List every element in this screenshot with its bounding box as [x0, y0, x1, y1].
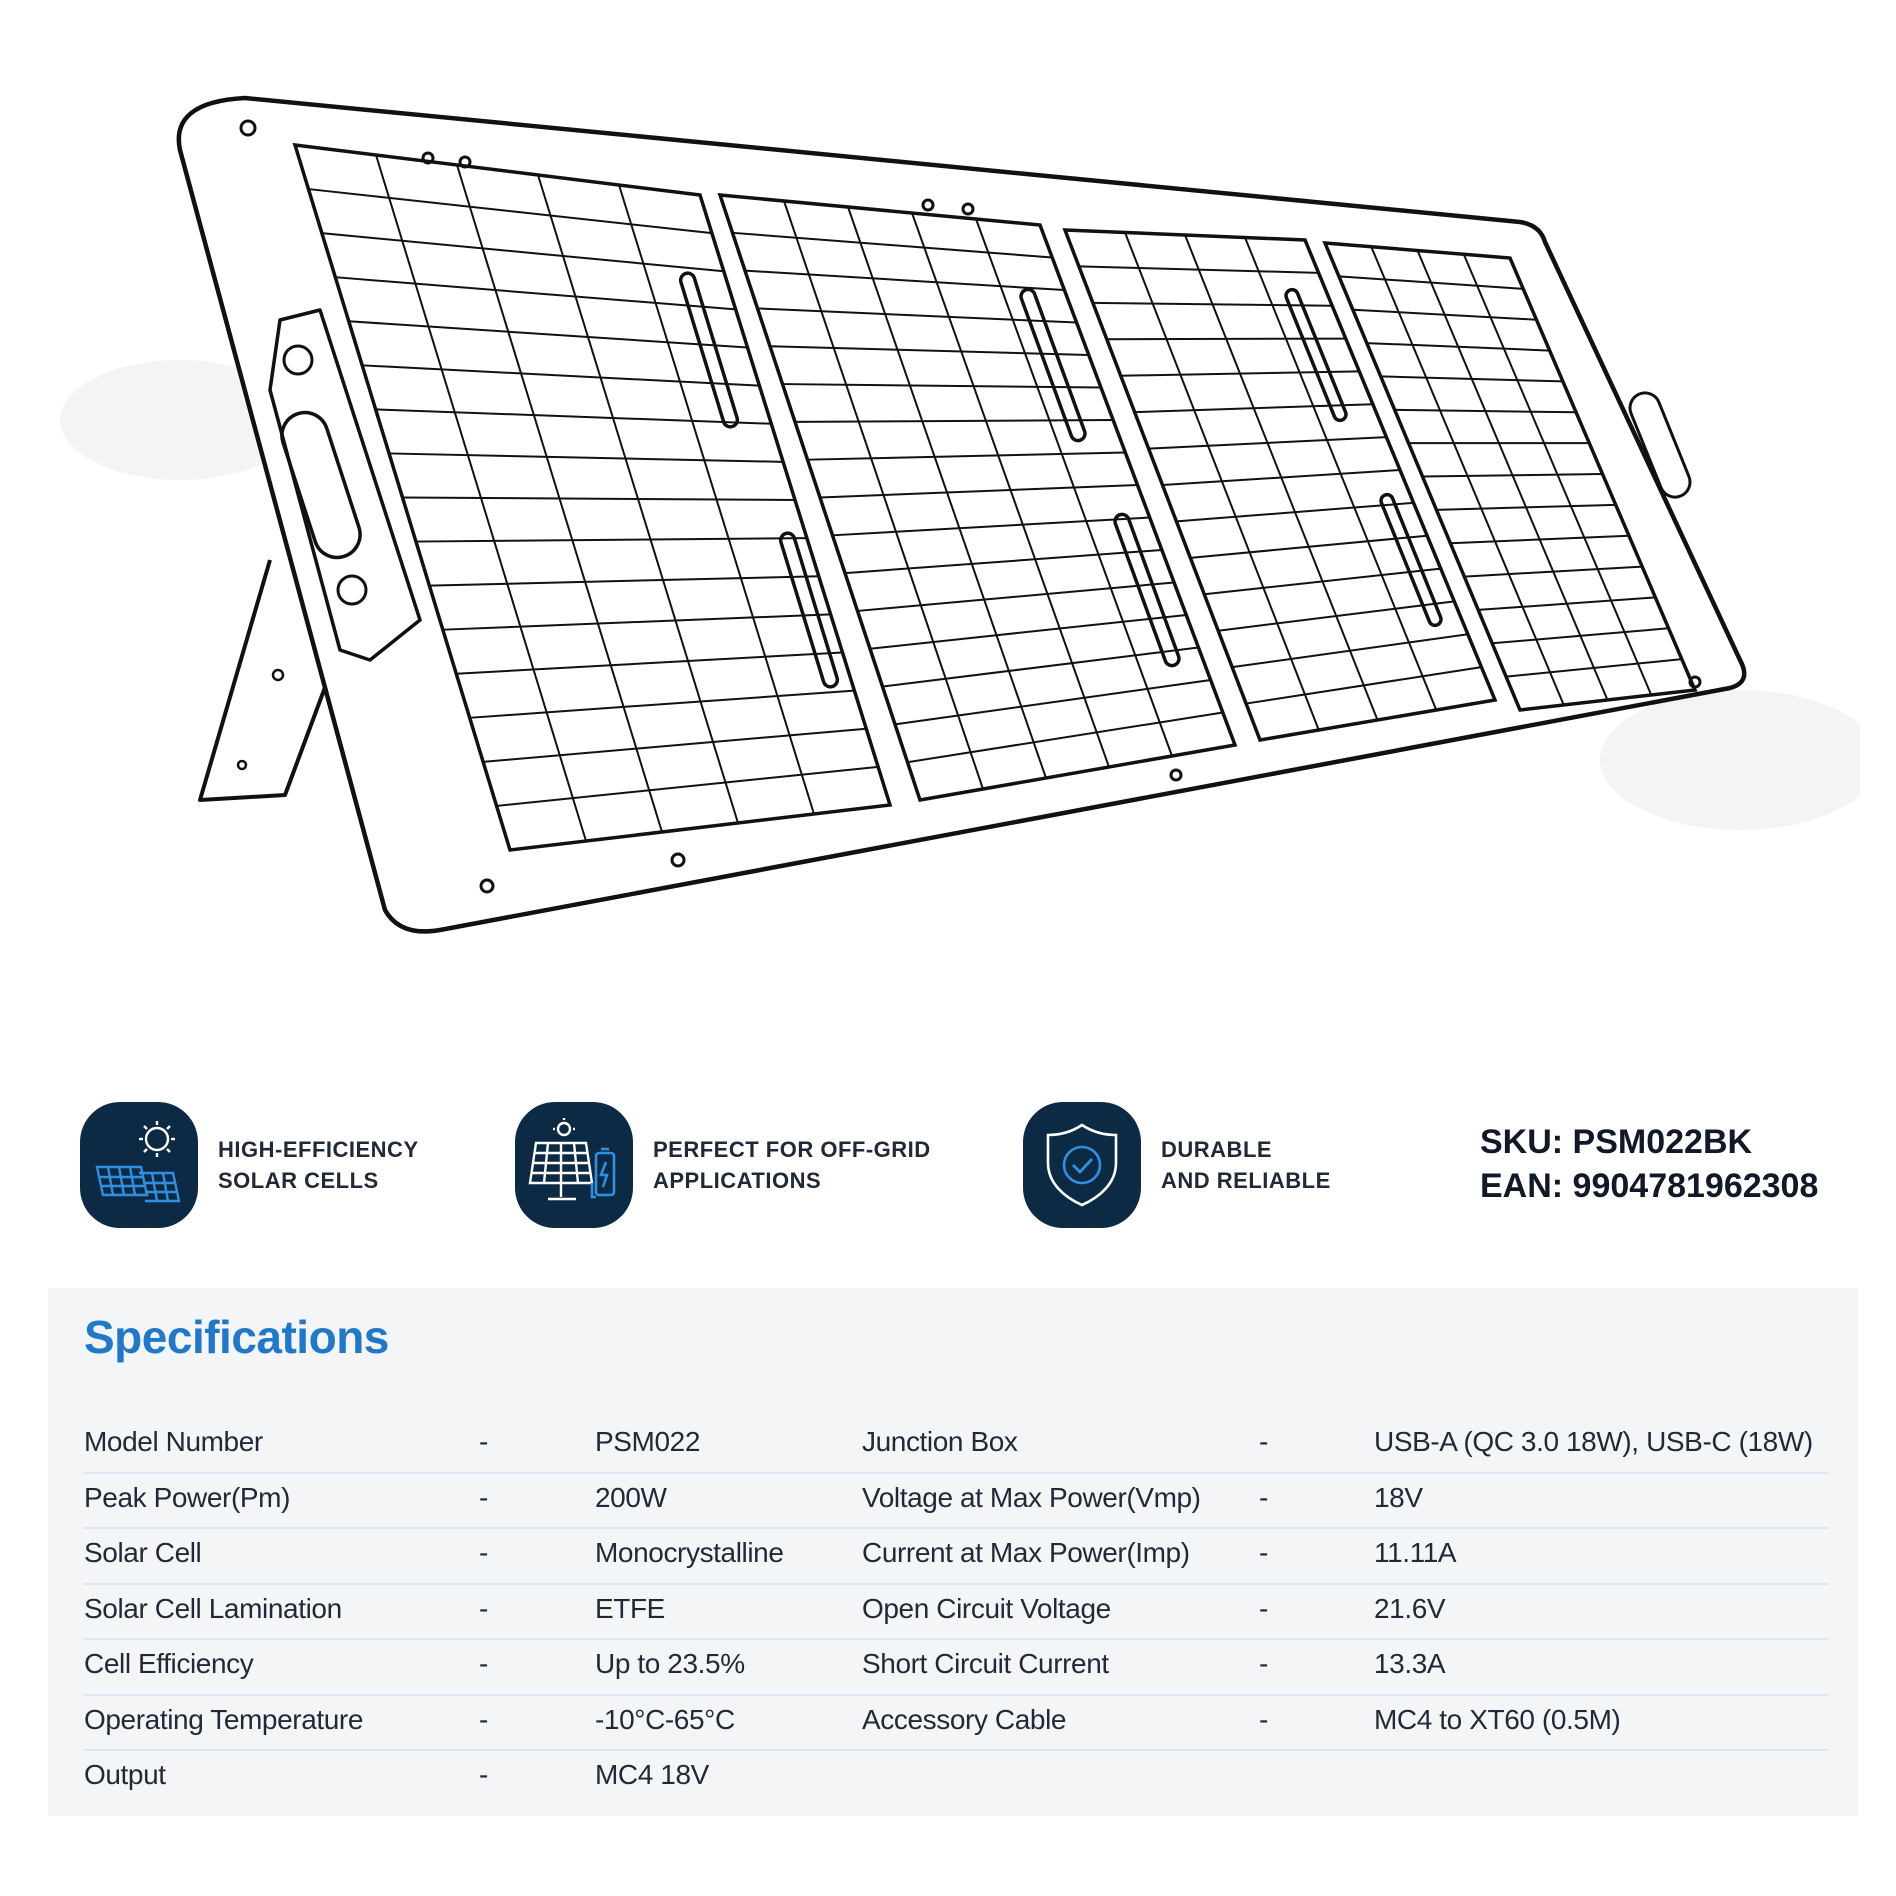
spec-value: MC4 to XT60 (0.5M)	[1374, 1703, 1621, 1735]
spec-dash: -	[479, 1759, 488, 1790]
spec-label: Short Circuit Current	[862, 1648, 1109, 1679]
spec-value: Monocrystalline	[595, 1537, 784, 1568]
spec-value: 13.3A	[1374, 1648, 1446, 1679]
spec-row	[84, 1585, 1828, 1641]
feature-line: APPLICATIONS	[653, 1168, 822, 1193]
feature-line: DURABLE	[1161, 1137, 1273, 1162]
spec-dash: -	[1259, 1703, 1268, 1735]
spec-dash: -	[1259, 1537, 1268, 1568]
spec-row	[84, 1640, 1828, 1696]
spec-row	[84, 1418, 1828, 1474]
feature-line: PERFECT FOR OFF-GRID	[653, 1137, 931, 1162]
feature-durable	[1023, 1100, 1331, 1230]
specifications-panel	[48, 1288, 1858, 1816]
specifications-title: Specifications	[84, 1311, 389, 1363]
feature-high-efficiency	[80, 1100, 419, 1230]
spec-label: Voltage at Max Power(Vmp)	[862, 1481, 1201, 1513]
spec-label: Solar Cell Lamination	[84, 1592, 342, 1624]
solar-panel-battery-icon	[515, 1102, 633, 1228]
spec-value: Up to 23.5%	[595, 1648, 745, 1679]
spec-row	[84, 1474, 1828, 1530]
panel-frame	[179, 98, 1744, 931]
spec-value: 200W	[595, 1481, 667, 1513]
shield-check-icon	[1023, 1102, 1141, 1228]
spec-label: Current at Max Power(Imp)	[862, 1537, 1190, 1568]
spec-label: Peak Power(Pm)	[84, 1481, 291, 1513]
spec-label: Solar Cell	[84, 1537, 202, 1568]
spec-value: 18V	[1374, 1481, 1423, 1513]
product-codes	[1480, 1120, 1818, 1208]
spec-label: Operating Temperature	[84, 1703, 364, 1735]
spec-value: ETFE	[595, 1592, 665, 1624]
spec-dash: -	[479, 1481, 488, 1513]
spec-value: 11.11A	[1374, 1537, 1457, 1568]
sku-code: SKU: PSM022BK	[1480, 1123, 1753, 1161]
spec-dash: -	[1259, 1648, 1268, 1679]
spec-value: MC4 18V	[595, 1759, 709, 1790]
feature-line: AND RELIABLE	[1161, 1168, 1331, 1193]
specifications-table	[84, 1418, 1828, 1805]
spec-label: Junction Box	[862, 1426, 1018, 1457]
spec-dash: -	[479, 1648, 488, 1679]
solar-cells-sun-icon	[80, 1102, 198, 1228]
spec-row	[84, 1696, 1828, 1752]
spec-label: Cell Efficiency	[84, 1648, 254, 1679]
spec-row	[84, 1529, 1828, 1585]
spec-dash: -	[1259, 1426, 1268, 1457]
spec-label: Open Circuit Voltage	[862, 1592, 1111, 1624]
ean-code: EAN: 9904781962308	[1480, 1167, 1819, 1205]
spec-value: PSM022	[595, 1426, 700, 1457]
feature-off-grid	[515, 1100, 931, 1230]
spec-label: Accessory Cable	[862, 1703, 1067, 1735]
feature-line: HIGH-EFFICIENCY	[218, 1137, 419, 1162]
spec-value: -10°C-65°C	[595, 1703, 735, 1735]
solar-panel-drawing	[40, 60, 1860, 1060]
spec-dash: -	[1259, 1481, 1268, 1513]
spec-label: Output	[84, 1759, 166, 1790]
spec-dash: -	[479, 1592, 488, 1624]
spec-dash: -	[479, 1703, 488, 1735]
feature-line: SOLAR CELLS	[218, 1168, 379, 1193]
spec-label: Model Number	[84, 1426, 263, 1457]
spec-value: 21.6V	[1374, 1592, 1446, 1624]
spec-dash: -	[1259, 1592, 1268, 1624]
spec-dash: -	[479, 1426, 488, 1457]
spec-value: USB-A (QC 3.0 18W), USB-C (18W)	[1374, 1426, 1813, 1457]
solar-panel-illustration	[40, 60, 1860, 1060]
spec-dash: -	[479, 1537, 488, 1568]
spec-row	[84, 1751, 1828, 1805]
